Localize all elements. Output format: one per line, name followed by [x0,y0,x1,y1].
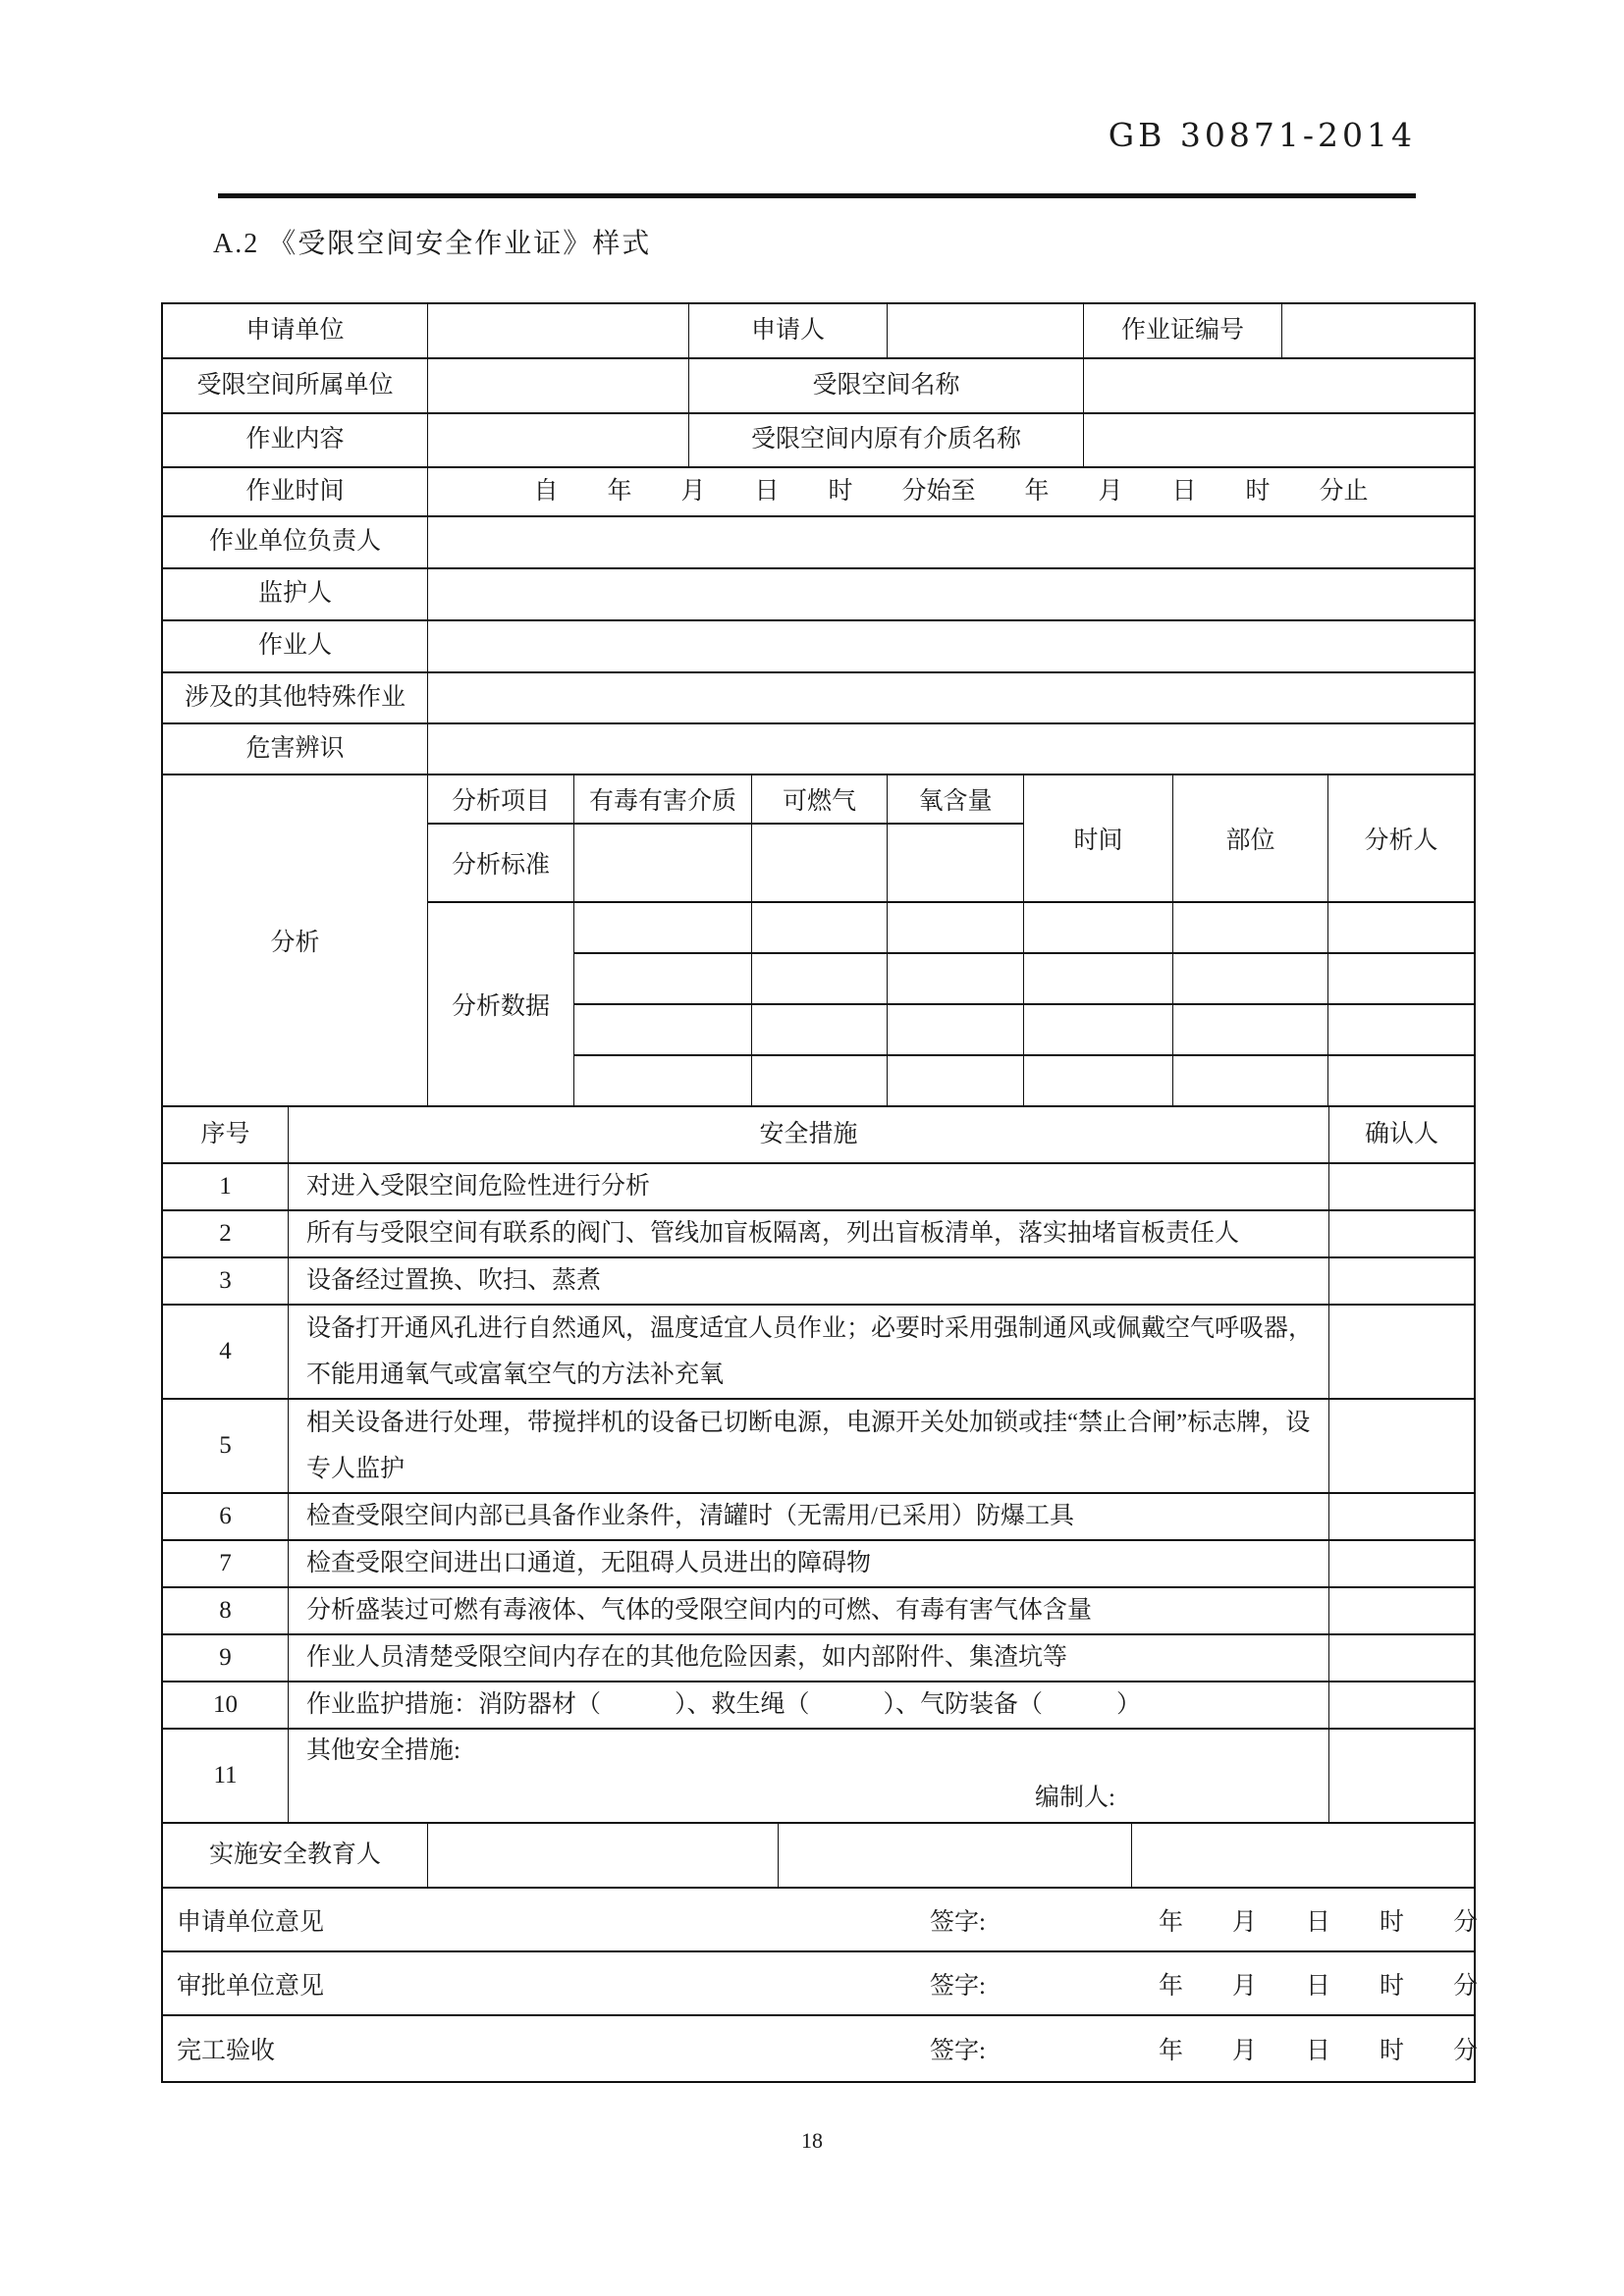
apply-unit-label: 申请单位 [245,316,345,344]
owner-unit-label: 受限空间所属单位 [196,371,394,399]
opinion-label: 审批单位意见 [177,1972,325,2000]
measure-row-10 [163,1681,1474,1728]
space-name-value-cell [1083,359,1474,412]
confirmer-cell [1328,1306,1474,1398]
analysis-empty-cell [1172,952,1327,1003]
analysis-empty-cell [1172,1003,1327,1054]
col-header-measure: 安全措施 [288,1107,1328,1162]
measure-text: 分析盛装过可燃有毒液体、气体的受限空间内的可燃、有毒有害气体含量 [288,1588,1328,1633]
measure-row-8 [163,1586,1474,1633]
analysis-meta-position: 部位 [1172,775,1327,901]
measure-no: 10 [213,1690,238,1718]
measure-no: 7 [219,1549,232,1576]
safety-measures-table [161,1105,1479,2083]
permit-no-label: 作业证编号 [1083,304,1281,357]
safety-educator-cell-2 [778,1824,1131,1887]
measure-row-5 [163,1398,1474,1492]
analysis-col-toxic: 有毒有害介质 [573,775,751,823]
measure-text: 作业监护措施：消防器材（ ）、救生绳（ ）、气防装备（ ） [288,1682,1328,1728]
row-work-time [163,466,1474,515]
analysis-item-label: 分析项目 [427,775,573,823]
confirmer-cell [1328,1164,1474,1209]
analysis-empty-cell [887,1003,1023,1054]
confirmer-cell [1328,1682,1474,1728]
analysis-grid [163,774,1474,1105]
measure-row-3 [163,1256,1474,1304]
opinion-row-completion [163,2014,1479,2081]
header-rule [218,193,1416,198]
measure-text: 检查受限空间进出口通道，无阻碍人员进出的障碍物 [288,1541,1328,1586]
measure-row-2 [163,1209,1474,1256]
work-time-label: 作业时间 [245,477,345,505]
signature-label: 签字: [930,2038,986,2064]
analysis-empty-cell [751,901,887,952]
signature-label: 签字: [930,1908,986,1936]
analysis-empty-cell [1327,1003,1474,1054]
row-guardian [163,567,1474,619]
confirmer-cell [1328,1730,1474,1822]
analysis-empty-cell [751,952,887,1003]
confirmer-cell [1328,1588,1474,1633]
analysis-empty-cell [751,1003,887,1054]
row-owner-unit [163,357,1474,412]
analysis-meta-analyst: 分析人 [1327,775,1474,901]
compiler-label: 编制人: [1035,1784,1115,1811]
row-hazard-identification [163,722,1474,774]
analysis-meta-time: 时间 [1023,775,1172,901]
opinion-label: 申请单位意见 [177,1908,325,1936]
unit-chief-label: 作业单位负责人 [208,528,381,556]
original-medium-value-cell [1083,414,1474,466]
analysis-empty-cell [573,1054,751,1105]
measure-text: 相关设备进行处理，带搅拌机的设备已切断电源，电源开关处加锁或挂“禁止合闸”标志牌，设专人监护 [288,1400,1328,1492]
col-header-confirmer: 确认人 [1328,1107,1474,1162]
hazard-identification-label: 危害辨识 [245,734,345,762]
analysis-empty-cell [573,952,751,1003]
row-work-content [163,412,1474,466]
permit-no-value-cell [1281,304,1474,357]
measure-row-1 [163,1162,1474,1209]
date-blanks: 年 月 日 时 分 [1159,1972,1479,2000]
guardian-value-cell [427,569,1474,619]
unit-chief-value-cell [427,517,1474,567]
space-name-label: 受限空间名称 [688,359,1083,412]
guardian-label: 监护人 [257,580,332,608]
analysis-empty-cell [1172,901,1327,952]
measure-text [288,1730,1328,1822]
measure-no: 9 [219,1643,232,1671]
analysis-empty-cell [887,1054,1023,1105]
hazard-identification-value-cell [427,724,1474,774]
analysis-empty-cell [1023,901,1172,952]
measure-text: 设备经过置换、吹扫、蒸煮 [288,1258,1328,1304]
owner-unit-value-cell [427,359,688,412]
analysis-empty-cell [573,901,751,952]
measure-no: 11 [213,1761,238,1789]
confirmer-cell [1328,1494,1474,1539]
measure-text: 检查受限空间内部已具备作业条件，清罐时（无需用/已采用）防爆工具 [288,1494,1328,1539]
analysis-empty-cell [1172,1054,1327,1105]
row-worker [163,619,1474,671]
measure-row-6 [163,1492,1474,1539]
row-apply-unit [163,304,1474,357]
page-number: 18 [801,2128,823,2153]
other-special-work-value-cell [427,673,1474,722]
analysis-empty-cell [1023,1003,1172,1054]
measure-text: 作业人员清楚受限空间内存在的其他危险因素，如内部附件、集渣坑等 [288,1635,1328,1681]
analysis-empty-cell [1023,952,1172,1003]
worker-value-cell [427,621,1474,671]
standard-code: GB 30871-2014 [1108,116,1416,154]
measure-no: 3 [219,1266,232,1294]
analysis-empty-cell [573,1003,751,1054]
applicant-label: 申请人 [688,304,887,357]
confirmer-cell [1328,1541,1474,1586]
measure-row-7 [163,1539,1474,1586]
measure-no: 5 [219,1431,232,1459]
analysis-empty-cell [751,1054,887,1105]
other-special-work-label: 涉及的其他特殊作业 [184,683,406,711]
safety-educator-cell-1 [427,1824,778,1887]
safety-educator-cell-3 [1131,1824,1474,1887]
opinion-row-apply-unit [163,1887,1479,1950]
analysis-empty-cell [751,823,887,901]
permit-info-table [161,302,1476,1107]
safety-educator-label: 实施安全教育人 [208,1841,381,1868]
measure-text: 设备打开通风孔进行自然通风，温度适宜人员作业；必要时采用强制通风或佩戴空气呼吸器，不能用通氧气或富氧空气的方法补充氧 [288,1306,1328,1398]
other-measures-label: 其他安全措施: [306,1737,460,1764]
measure-no: 2 [219,1219,232,1247]
analysis-empty-cell [887,952,1023,1003]
measure-row-9 [163,1633,1474,1681]
measure-no: 1 [219,1172,232,1200]
row-other-special-work [163,671,1474,722]
confirmer-cell [1328,1400,1474,1492]
opinion-label: 完工验收 [177,2038,276,2064]
measure-no: 4 [219,1337,232,1364]
analysis-empty-cell [1327,901,1474,952]
measure-no: 8 [219,1596,232,1624]
analysis-empty-cell [1327,1054,1474,1105]
work-content-label: 作业内容 [245,426,345,454]
apply-unit-value-cell [427,304,688,357]
doc-title: A.2 《受限空间安全作业证》样式 [213,229,652,259]
date-blanks: 年 月 日 时 分 [1159,2038,1479,2064]
analysis-label: 分析 [270,930,320,956]
signature-label: 签字: [930,1972,986,2000]
work-time-blanks: 自 年 月 日 时 分始至 年 月 日 时 分止 [427,468,1474,515]
analysis-col-flammable: 可燃气 [751,775,887,823]
analysis-empty-cell [887,823,1023,901]
confirmer-cell [1328,1635,1474,1681]
measure-text: 对进入受限空间危险性进行分析 [288,1164,1328,1209]
analysis-col-oxygen: 氧含量 [887,775,1023,823]
measure-row-4 [163,1304,1474,1398]
measure-text: 所有与受限空间有联系的阀门、管线加盲板隔离，列出盲板清单，落实抽堵盲板责任人 [288,1211,1328,1256]
applicant-value-cell [887,304,1083,357]
measures-header-row [163,1107,1474,1162]
confirmer-cell [1328,1258,1474,1304]
opinion-row-approve-unit [163,1950,1479,2014]
measure-row-11 [163,1728,1474,1822]
date-blanks: 年 月 日 时 分 [1159,1908,1479,1936]
analysis-empty-cell [1327,952,1474,1003]
col-header-no: 序号 [200,1120,250,1148]
measure-no: 6 [219,1502,232,1529]
safety-educator-row [163,1822,1474,1887]
analysis-data-label: 分析数据 [427,901,573,1105]
analysis-empty-cell [573,823,751,901]
analysis-empty-cell [1023,1054,1172,1105]
original-medium-label: 受限空间内原有介质名称 [688,414,1083,466]
analysis-empty-cell [887,901,1023,952]
work-content-value-cell [427,414,688,466]
confirmer-cell [1328,1211,1474,1256]
analysis-standard-label: 分析标准 [427,823,573,901]
worker-label: 作业人 [257,632,332,660]
row-unit-chief [163,515,1474,567]
